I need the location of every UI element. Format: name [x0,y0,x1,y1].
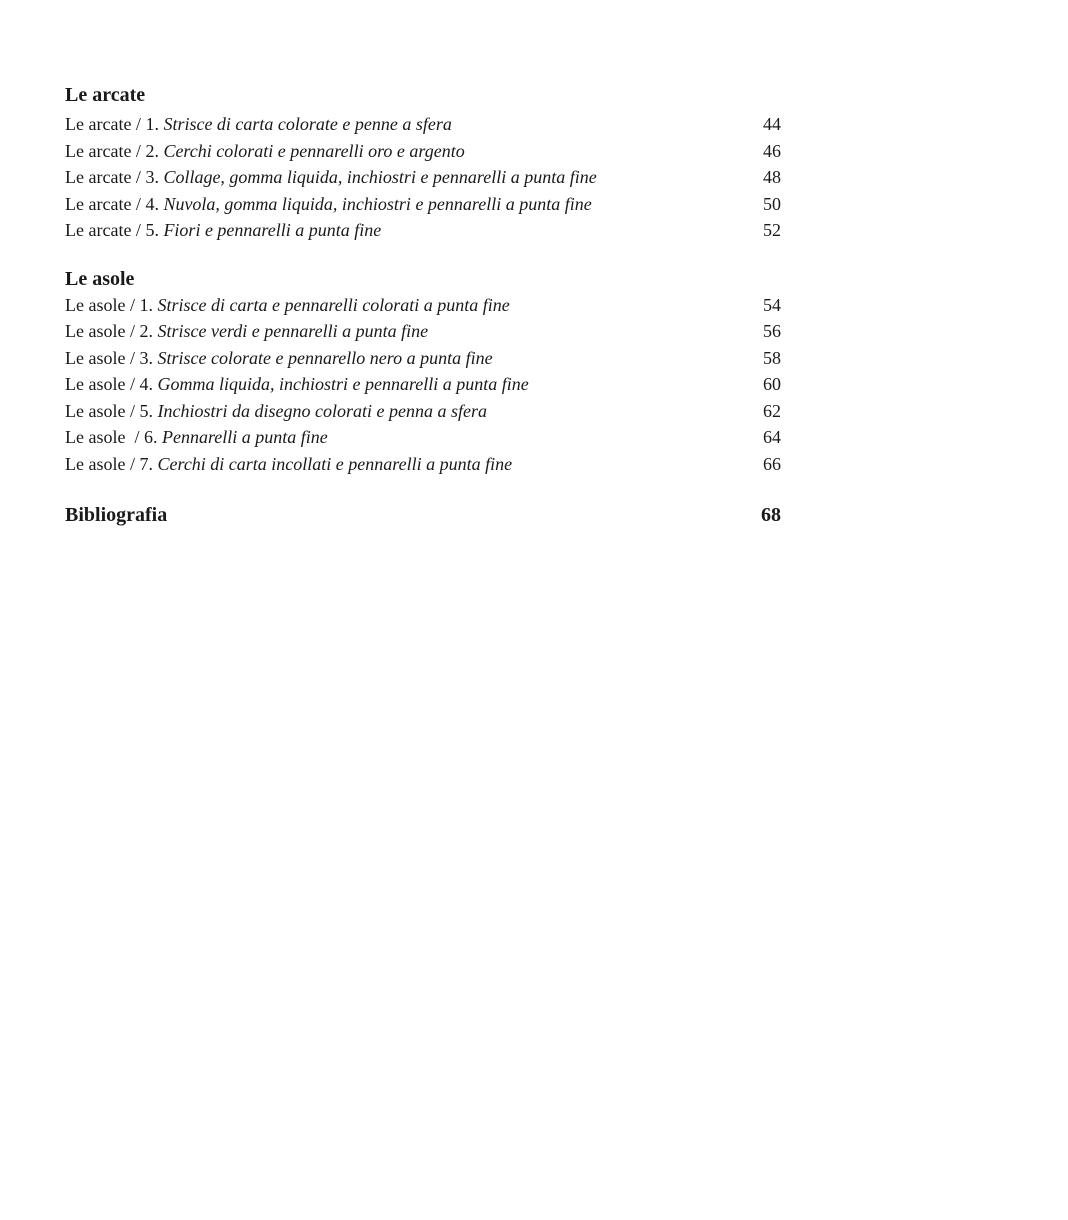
entry-prefix: Le arcate / 3. [65,167,164,187]
entry-page-number: 46 [763,140,781,161]
entry-prefix: Le asole / 7. [65,453,158,474]
entry-prefix: Le asole / 2. [65,321,158,341]
entry-prefix: Le asole / 6. [65,427,162,447]
entry-title: Collage, gomma liquida, inchiostri e pennarelli a punta fine [163,167,597,187]
entry-page-number: 66 [763,453,781,474]
toc-entry [65,451,781,478]
entry-prefix: Le asole / 5. [65,400,158,421]
entry-title: Strisce di carta e pennarelli colorati a punta fine [157,294,510,315]
toc-entry [65,164,781,191]
entry-page-number: 54 [763,294,781,315]
entry-title: Nuvola, gomma liquida, inchiostri e pennarelli a punta fine [163,193,592,214]
entry-title: Pennarelli a punta fine [161,427,328,447]
entry-page-number: 44 [763,114,781,134]
toc-entry [65,292,781,319]
entry-title: Gomma liquida, inchiostri e pennarelli a punta fine [157,374,529,394]
table-of-contents [65,82,781,528]
entry-prefix: Le asole / 1. [65,294,158,315]
toc-entry [65,424,781,451]
toc-section-asole [65,266,781,478]
bibliography-page-number: 68 [761,504,781,526]
bibliography-label: Bibliografia [65,504,168,526]
entry-page-number: 60 [763,374,781,394]
section-spacer [65,477,781,502]
toc-entry [65,318,781,345]
entry-page-number: 56 [763,321,781,341]
toc-entry [65,138,781,165]
entry-title: Cerchi di carta incollati e pennarelli a punta fine [157,453,513,474]
entry-prefix: Le arcate / 1. [65,114,164,134]
entry-prefix: Le asole / 3. [65,347,158,368]
entry-page-number: 58 [763,347,781,368]
toc-entry [65,217,781,244]
toc-entry [65,371,781,398]
entry-page-number: 50 [763,193,781,214]
entry-prefix: Le asole / 4. [65,374,158,394]
section-spacer [65,244,781,266]
entry-prefix: Le arcate / 5. [65,220,164,240]
entry-prefix: Le arcate / 2. [65,140,164,161]
entry-page-number: 62 [763,400,781,421]
entry-title: Inchiostri da disegno colorati e penna a sfera [157,400,487,421]
toc-section-arcate [65,82,781,244]
section-title: Le asole [65,267,135,290]
entry-title: Strisce verdi e pennarelli a punta fine [157,321,429,341]
toc-bibliography [65,502,781,528]
toc-entry [65,345,781,372]
toc-entry [65,398,781,425]
section-title: Le arcate [65,84,146,106]
entry-title: Strisce colorate e pennarello nero a punta fine [157,347,493,368]
entry-title: Strisce di carta colorate e penne a sfera [163,114,452,134]
toc-entry [65,191,781,218]
entry-page-number: 48 [763,167,781,187]
entry-title: Fiori e pennarelli a punta fine [163,220,382,240]
entry-page-number: 52 [763,220,781,240]
toc-entry [65,111,781,138]
entry-page-number: 64 [763,427,781,447]
entry-prefix: Le arcate / 4. [65,193,164,214]
entry-title: Cerchi colorati e pennarelli oro e argento [163,140,465,161]
